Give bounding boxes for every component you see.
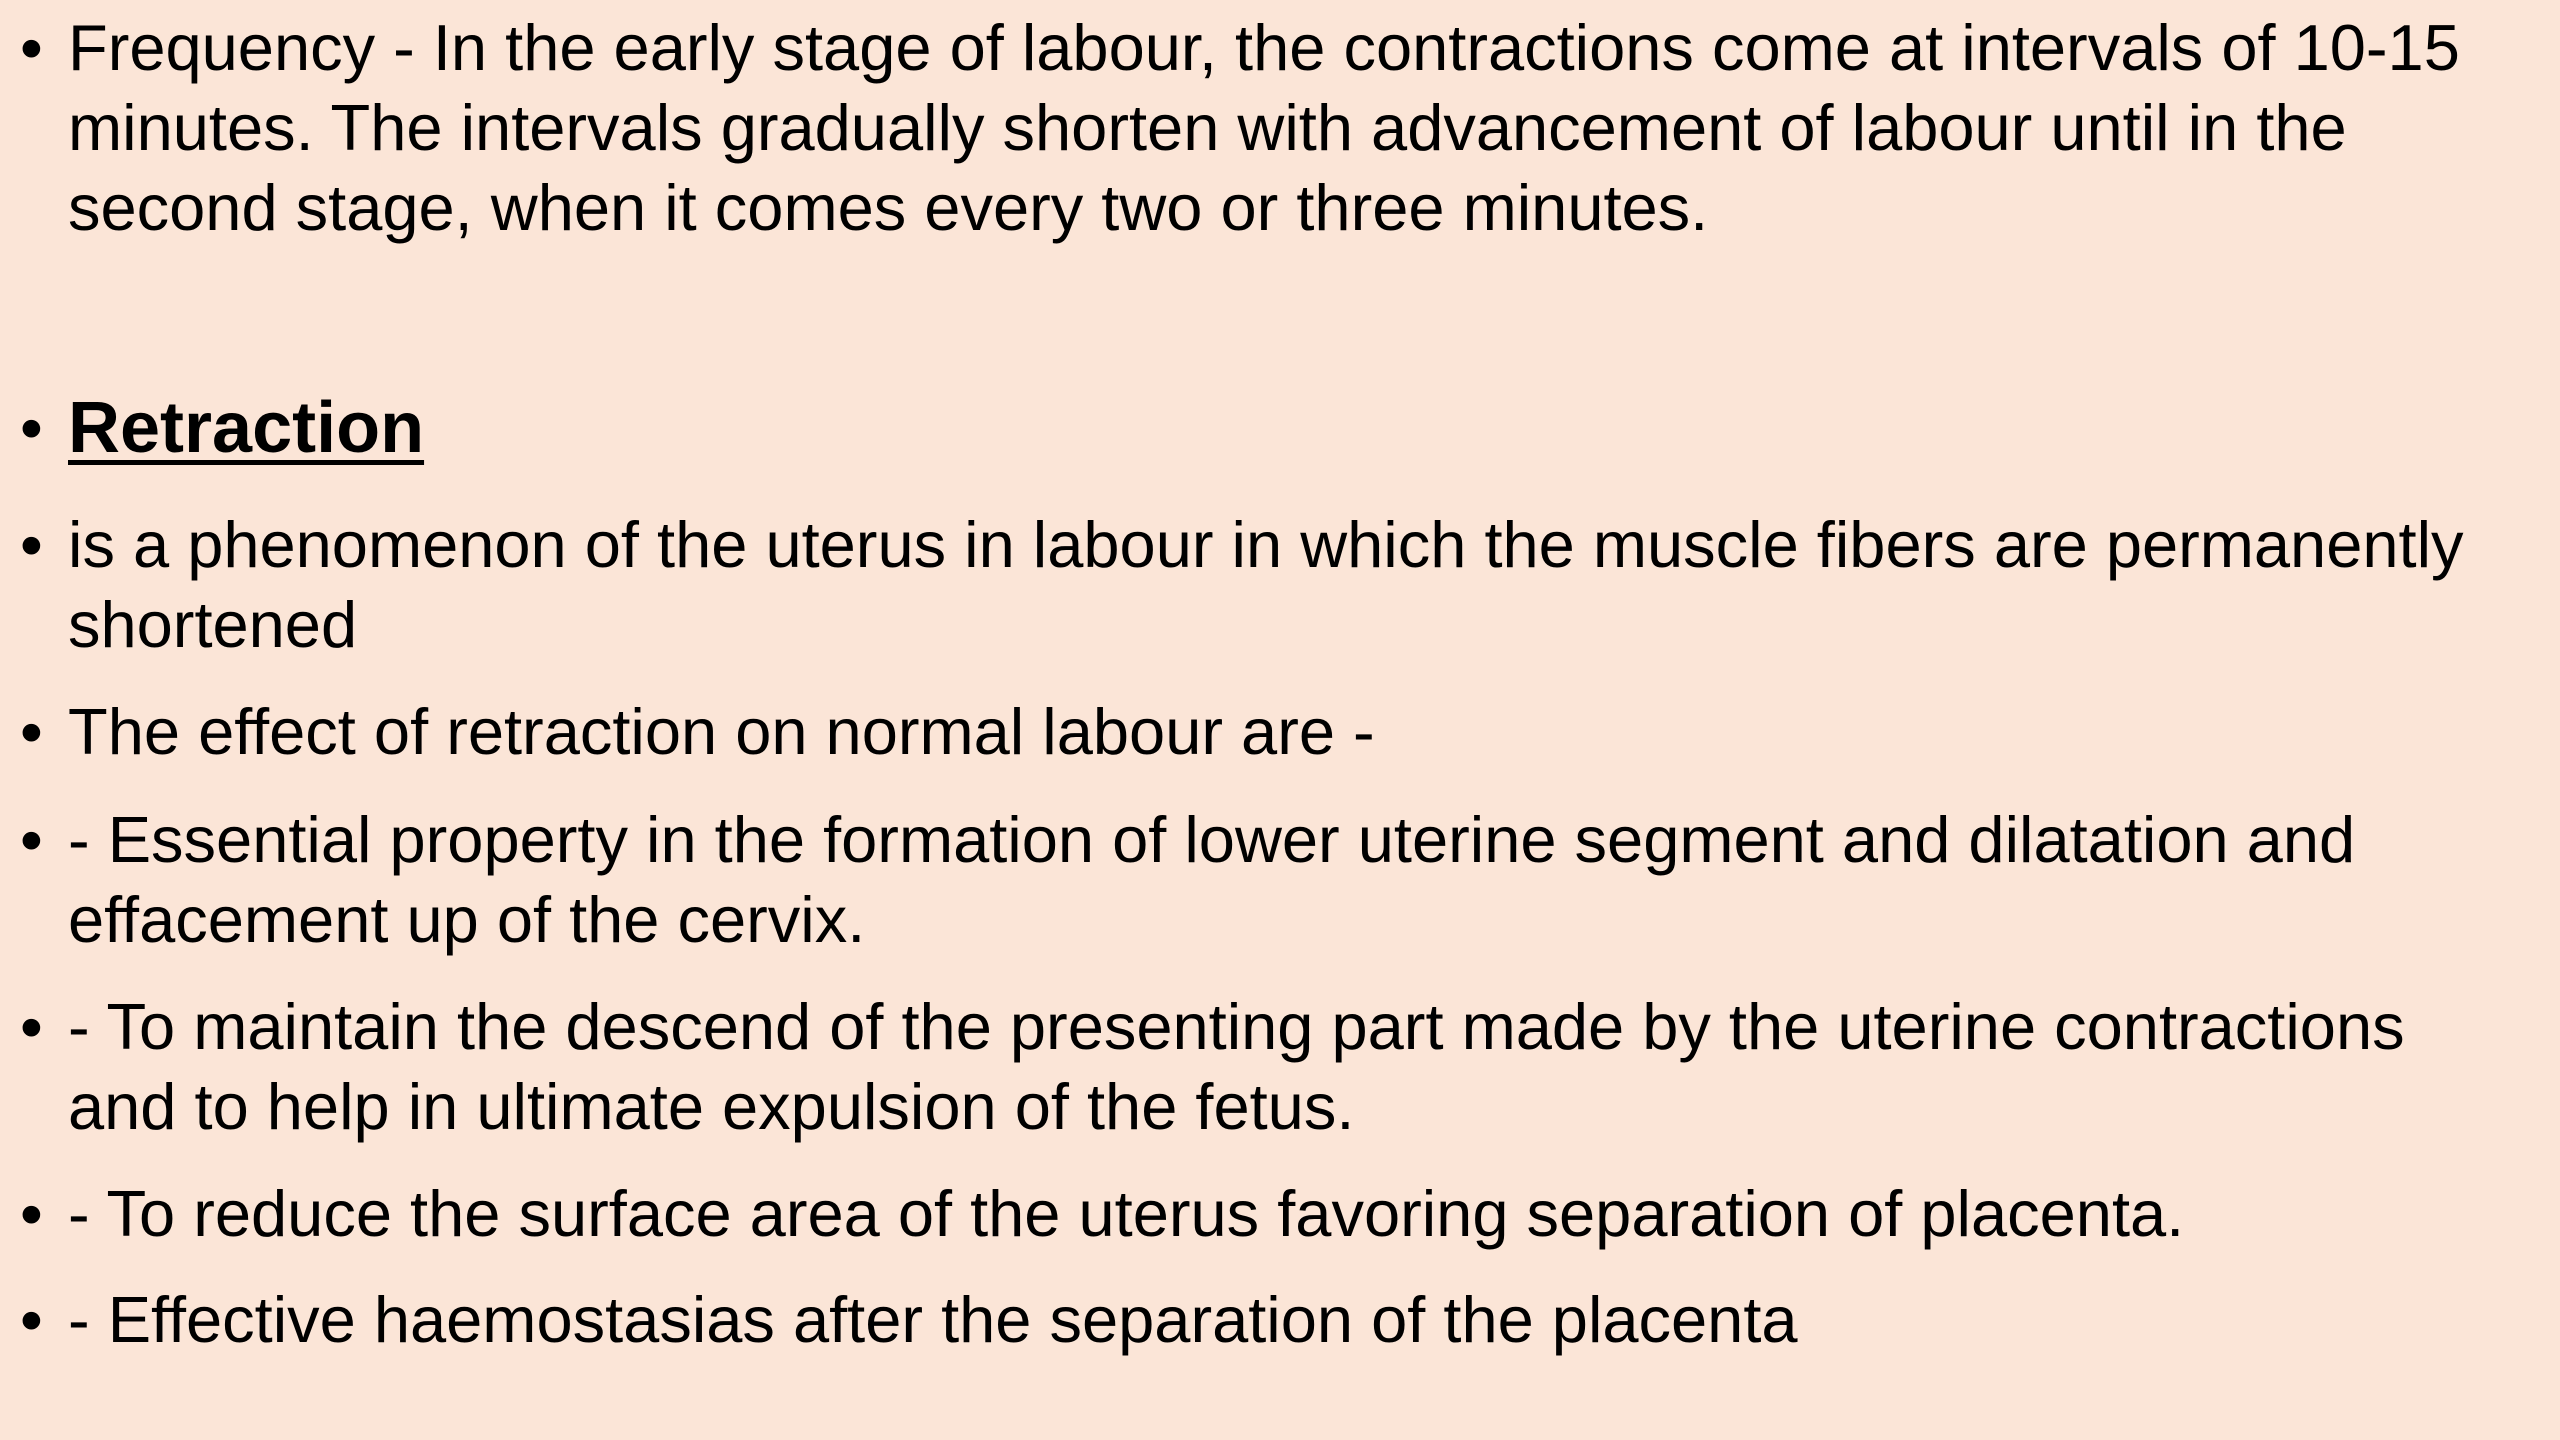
retraction-heading xyxy=(20,388,2520,468)
bullet-text: is a phenomenon of the uterus in labour in which the muscle fibers are permanently shortened xyxy=(68,508,2464,661)
bullet-text: - To reduce the surface area of the uterus favoring separation of placenta. xyxy=(68,1177,2185,1250)
bullet-marker: • xyxy=(20,803,43,876)
bullet-text: - Essential property in the formation of lower uterine segment and dilatation and effacement up of the cervix. xyxy=(68,803,2356,956)
heading-text: Retraction xyxy=(68,388,425,468)
bullet-marker: • xyxy=(20,695,43,768)
bullet-definition xyxy=(20,505,2520,665)
bullet-marker: • xyxy=(20,508,43,581)
bullet-effect-haemostasis xyxy=(20,1280,2520,1360)
bullet-text: - To maintain the descend of the presenting part made by the uterine contractions and to help in ultimate expulsion of the fetus. xyxy=(68,990,2405,1143)
bullet-text: The effect of retraction on normal labour are - xyxy=(68,695,1375,768)
bullet-effect-descent xyxy=(20,987,2520,1147)
bullet-frequency xyxy=(20,8,2520,248)
bullet-text: Frequency - In the early stage of labour, the contractions come at intervals of 10-15 minutes. The intervals gradually shorten with advancement of labour until in the second stage, when it comes every two or three minutes. xyxy=(68,11,2460,244)
bullet-effects-intro xyxy=(20,692,2520,772)
bullet-effect-lower-segment xyxy=(20,800,2520,960)
bullet-marker: • xyxy=(20,391,43,464)
bullet-marker: • xyxy=(20,1283,43,1356)
bullet-text: - Effective haemostasias after the separation of the placenta xyxy=(68,1283,1798,1356)
bullet-marker: • xyxy=(20,990,43,1063)
bullet-marker: • xyxy=(20,11,43,84)
bullet-marker: • xyxy=(20,1177,43,1250)
bullet-effect-surface-area xyxy=(20,1174,2520,1254)
